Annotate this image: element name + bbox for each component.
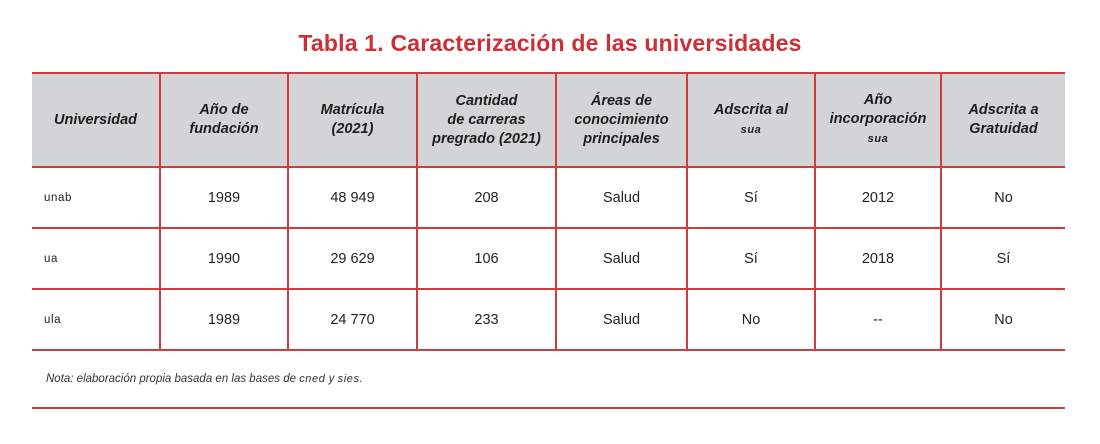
header-matricula: Matrícula (2021) <box>288 73 417 167</box>
header-areas-conocimiento: Áreas de conocimiento principales <box>556 73 687 167</box>
note-middle: y <box>325 373 338 385</box>
cell-universidad: ua <box>32 228 160 289</box>
cell-matricula: 24 770 <box>288 289 417 350</box>
table-row <box>32 289 1065 350</box>
cell-gratuidad: Sí <box>941 228 1065 289</box>
note-term-sies: sies <box>337 373 360 385</box>
cell-ano-fundacion: 1990 <box>160 228 288 289</box>
cell-cantidad-carreras: 106 <box>417 228 556 289</box>
cell-ano-incorporacion: 2018 <box>815 228 941 289</box>
cell-adscrita-sua: No <box>687 289 815 350</box>
cell-matricula: 48 949 <box>288 167 417 228</box>
cell-gratuidad: No <box>941 289 1065 350</box>
cell-adscrita-sua: Sí <box>687 167 815 228</box>
table-title: Tabla 1. Caracterización de las universidades <box>298 30 802 56</box>
universities-table <box>32 72 1065 351</box>
cell-areas: Salud <box>556 167 687 228</box>
table-note <box>46 373 363 385</box>
table-row <box>32 228 1065 289</box>
note-prefix: Nota: elaboración propia basada en las bases de <box>46 373 300 385</box>
header-adscrita-sua: Adscrita al sua <box>687 73 815 167</box>
cell-areas: Salud <box>556 228 687 289</box>
table-row <box>32 167 1065 228</box>
cell-universidad: unab <box>32 167 160 228</box>
note-suffix: . <box>359 373 363 385</box>
header-ano-fundacion: Año de fundación <box>160 73 288 167</box>
cell-ano-fundacion: 1989 <box>160 167 288 228</box>
cell-ano-incorporacion: -- <box>815 289 941 350</box>
header-cantidad-carreras: Cantidad de carreras pregrado (2021) <box>417 73 556 167</box>
header-ano-incorporacion: Año incorporación sua <box>815 73 941 167</box>
header-universidad: Universidad <box>32 73 160 167</box>
note-term-cned: cned <box>299 373 326 385</box>
header-row <box>32 73 1065 167</box>
cell-gratuidad: No <box>941 167 1065 228</box>
cell-universidad: ula <box>32 289 160 350</box>
cell-areas: Salud <box>556 289 687 350</box>
cell-ano-incorporacion: 2012 <box>815 167 941 228</box>
cell-adscrita-sua: Sí <box>687 228 815 289</box>
bottom-divider <box>32 407 1065 409</box>
cell-cantidad-carreras: 233 <box>417 289 556 350</box>
header-adscrita-gratuidad: Adscrita a Gratuidad <box>941 73 1065 167</box>
cell-ano-fundacion: 1989 <box>160 289 288 350</box>
cell-cantidad-carreras: 208 <box>417 167 556 228</box>
cell-matricula: 29 629 <box>288 228 417 289</box>
